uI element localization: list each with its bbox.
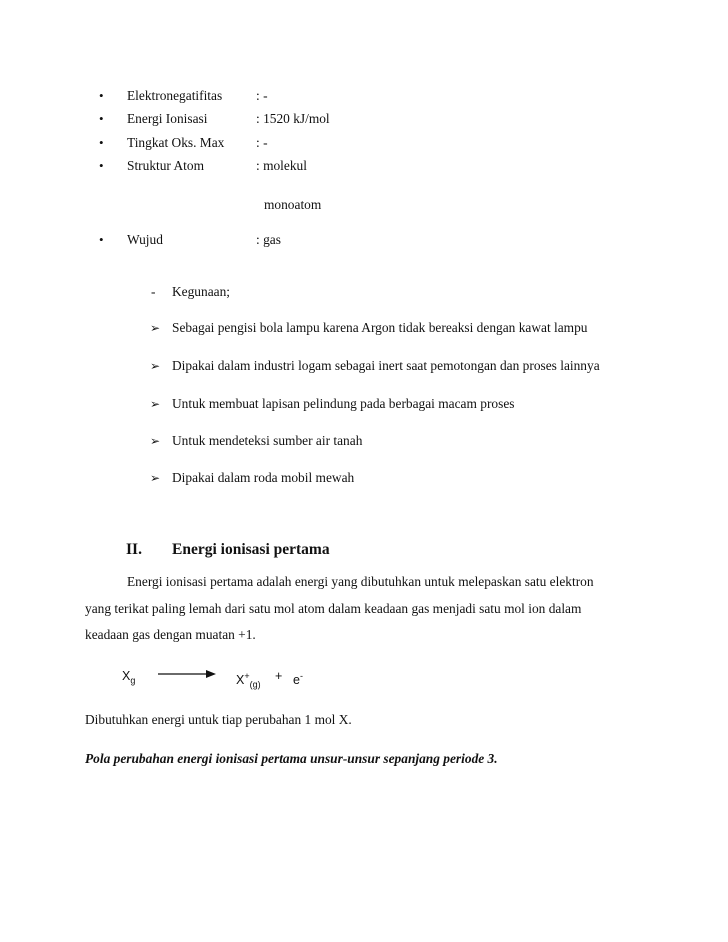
property-label: Tingkat Oks. Max [127, 135, 225, 150]
property-value: : - [256, 88, 268, 103]
arrow-bullet-icon: ➢ [150, 359, 161, 373]
structure-continuation: monoatom [264, 197, 322, 212]
dash-marker: - [151, 284, 156, 299]
reactant-symbol: X [122, 669, 131, 683]
kegunaan-item: Untuk mendeteksi sumber air tanah [172, 433, 363, 448]
kegunaan-item: Dipakai dalam industri logam sebagai inert saat pemotongan dan proses lainnya [172, 358, 600, 373]
bullet-dot: • [99, 158, 104, 173]
section-title: Energi ionisasi pertama [172, 541, 330, 558]
reaction-arrow-icon [158, 669, 218, 679]
paragraph-line: Energi ionisasi pertama adalah energi yang dibutuhkan untuk melepaskan satu elektron [127, 574, 594, 589]
kegunaan-item: Dipakai dalam roda mobil mewah [172, 470, 355, 485]
product-state: (g) [249, 679, 261, 690]
bullet-dot: • [99, 111, 104, 126]
kegunaan-item: Untuk membuat lapisan pelindung pada berbagai macam proses [172, 396, 515, 411]
property-value: : - [256, 135, 268, 150]
kegunaan-title: Kegunaan; [172, 284, 231, 299]
arrow-bullet-icon: ➢ [150, 471, 161, 485]
electron-charge: - [299, 671, 303, 681]
energy-note: Dibutuhkan energi untuk tiap perubahan 1 mol X. [85, 712, 352, 727]
property-value: : 1520 kJ/mol [256, 111, 330, 126]
paragraph-line: keadaan gas dengan muatan +1. [85, 627, 256, 642]
arrow-bullet-icon: ➢ [150, 434, 161, 448]
property-value: : molekul [256, 158, 307, 173]
equation-electron [293, 668, 303, 688]
equation-product [236, 668, 261, 693]
product-charge: + [244, 671, 250, 681]
arrow-bullet-icon: ➢ [150, 321, 161, 335]
property-label: Energi Ionisasi [127, 111, 208, 126]
bullet-dot: • [99, 135, 104, 150]
arrow-bullet-icon: ➢ [150, 397, 161, 411]
electron-symbol: e [293, 673, 300, 688]
equation-plus: + [275, 669, 283, 683]
property-label: Wujud [127, 232, 163, 247]
product-symbol: X [236, 673, 245, 688]
property-label: Struktur Atom [127, 158, 205, 173]
section-number: II. [126, 541, 142, 558]
property-value: : gas [256, 232, 281, 247]
kegunaan-item: Sebagai pengisi bola lampu karena Argon tidak bereaksi dengan kawat lampu [172, 320, 588, 335]
bullet-dot: • [99, 88, 104, 103]
reactant-state: g [130, 675, 136, 686]
pattern-heading: Pola perubahan energi ionisasi pertama unsur-unsur sepanjang periode 3. [85, 751, 498, 766]
bullet-dot: • [99, 232, 104, 247]
equation-reactant [122, 668, 135, 689]
paragraph-line: yang terikat paling lemah dari satu mol atom dalam keadaan gas menjadi satu mol ion dalam [85, 601, 582, 616]
property-label: Elektronegatifitas [127, 88, 223, 103]
